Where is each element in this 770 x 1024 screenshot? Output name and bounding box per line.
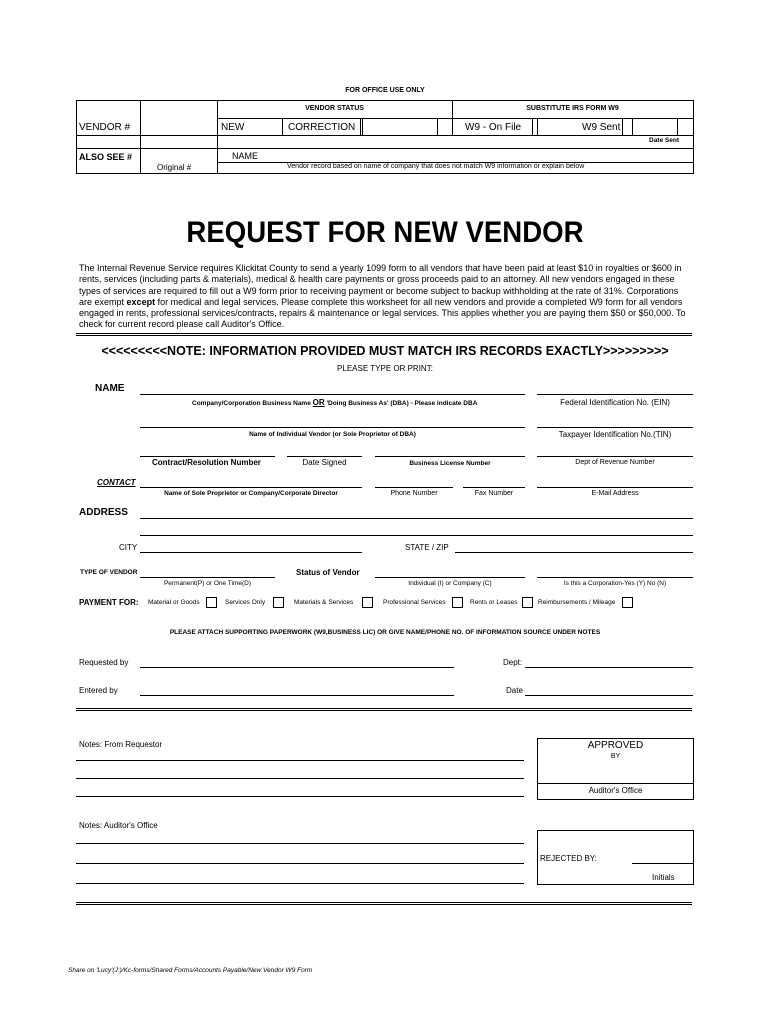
pay-rents-label: Rents or Leases (470, 599, 518, 606)
w9-on-file-label: W9 - On File (465, 122, 522, 133)
page-title: REQUEST FOR NEW VENDOR (186, 216, 584, 249)
business-license-caption: Business License Number (409, 460, 491, 467)
state-zip-label: STATE / ZIP (405, 543, 449, 552)
pay-reimbursement-checkbox[interactable] (622, 597, 633, 608)
irs-note: <<<<<<<<<NOTE: INFORMATION PROVIDED MUST MATCH IRS RECORDS EXACTLY>>>>>>>>> (101, 344, 669, 358)
contact-label: CONTACT (97, 478, 136, 487)
pay-materials-goods-checkbox[interactable] (206, 597, 217, 608)
date-signed-field[interactable] (287, 456, 362, 457)
auditor-notes-line-2[interactable] (76, 863, 524, 864)
rejected-by-label: REJECTED BY: (540, 854, 597, 863)
approved-label: APPROVED (587, 740, 644, 751)
original-number-label: Original # (157, 163, 192, 172)
substitute-form-header: SUBSTITUTE IRS FORM W9 (526, 105, 619, 112)
pay-services-only-checkbox[interactable] (273, 597, 284, 608)
name-label-top: NAME (232, 151, 259, 161)
requested-by-label: Requested by (79, 658, 129, 667)
date-signed-caption: Date Signed (302, 458, 347, 467)
dept-field[interactable] (525, 667, 693, 668)
type-of-vendor-field[interactable] (140, 577, 275, 578)
name-section-label: NAME (95, 383, 125, 394)
approved-by-label: BY (610, 753, 621, 760)
email-caption: E-Mail Address (591, 490, 639, 497)
address-field-2[interactable] (140, 535, 693, 536)
contract-number-caption: Contract/Resolution Number (152, 458, 261, 467)
email-field[interactable] (537, 487, 693, 488)
pay-materials-goods-label: Material or Goods (148, 599, 200, 606)
rejected-box (537, 830, 694, 885)
auditors-office-label: Auditor's Office (588, 786, 643, 795)
dept-revenue-caption: Dept of Revenue Number (575, 459, 655, 466)
pay-rents-checkbox[interactable] (522, 597, 533, 608)
vendor-number-label: VENDOR # (79, 122, 131, 133)
entered-by-label: Entered by (79, 686, 118, 695)
requestor-notes-line-3[interactable] (76, 796, 524, 797)
office-use-table (76, 100, 694, 174)
city-field[interactable] (140, 552, 362, 553)
fein-field[interactable] (537, 394, 693, 395)
pay-reimbursement-label: Reimbursements / Mileage (538, 599, 616, 606)
requestor-notes-line-2[interactable] (76, 778, 524, 779)
vendor-status-header: VENDOR STATUS (305, 105, 364, 112)
company-name-field[interactable] (140, 394, 525, 395)
please-type-label: PLEASE TYPE OR PRINT: (337, 364, 433, 373)
entered-by-field[interactable] (140, 695, 454, 696)
intro-text: The Internal Revenue Service requires Klickitat County to send a yearly 1099 form to all vendors that have been paid at least $10 in royalties or $600 in rents, services (including parts & materials), medical & health care payments or gross proceeds paid to an attorney. All new vendors engaged in these types of services are required to fill out a W9 form prior to receiving payment or become subject to backup withholding at the rate of 31%. Corporations are exempt (79, 263, 682, 307)
attach-note: PLEASE ATTACH SUPPORTING PAPERWORK (W9,BUSINESS LIC) OR GIVE NAME/PHONE NO. OF INFORMATION SOURCE UNDER NOTES (169, 629, 601, 636)
record-note: Vendor record based on name of company that does not match W9 information or explain below (287, 163, 585, 170)
new-label: NEW (221, 122, 245, 133)
perm-caption: Permanent(P) or One Time(D) (163, 580, 252, 587)
intro-except: except (126, 296, 156, 307)
date-label: Date (506, 686, 523, 695)
address-field[interactable] (140, 518, 693, 519)
tin-field[interactable] (537, 427, 693, 428)
pay-services-only-label: Services Only (225, 599, 266, 606)
auditor-notes-line-1[interactable] (76, 843, 524, 844)
notes-requestor-label: Notes: From Requestor (79, 740, 163, 749)
status-of-vendor-label: Status of Vendor (296, 568, 360, 577)
pay-materials-services-checkbox[interactable] (362, 597, 373, 608)
w9-sent-label: W9 Sent (582, 122, 621, 133)
payment-for-label: PAYMENT FOR: (79, 598, 139, 607)
also-see-label: ALSO SEE # (79, 152, 133, 162)
phone-field[interactable] (375, 487, 453, 488)
type-of-vendor-label: TYPE OF VENDOR (80, 569, 138, 576)
auditor-notes-line-3[interactable] (76, 883, 524, 884)
requestor-notes-line-1[interactable] (76, 760, 524, 761)
status-of-vendor-field[interactable] (375, 577, 525, 578)
requested-by-field[interactable] (140, 667, 454, 668)
state-zip-field[interactable] (455, 552, 693, 553)
intro-text-rest: for medical and legal services. Please complete this worksheet for all new vendors and provide a completed W9 form for all vendors engaged in rents, professional services/contracts, repairs & maintenance or legal services. This applies whether you are paying them $50 or $50,000. To check for current record please call Auditor's Office. (79, 296, 686, 330)
is-corp-caption: Is this a Corporation-Yes (Y) No (N) (563, 580, 667, 587)
dept-revenue-field[interactable] (537, 456, 693, 457)
fax-field[interactable] (463, 487, 525, 488)
fein-caption: Federal Identification No. (EIN) (560, 398, 670, 407)
is-corporation-field[interactable] (537, 577, 693, 578)
tin-caption: Taxpayer Identification No.(TIN) (558, 430, 672, 439)
dept-label: Dept: (503, 658, 523, 667)
date-sent-label: Date Sent (649, 137, 679, 144)
intro-paragraph (79, 263, 693, 331)
company-name-caption: Company/Corporation Business Name OR 'Doing Business As' (DBA) - Please indicate DBA (192, 398, 478, 407)
pay-professional-checkbox[interactable] (452, 597, 463, 608)
initials-label: Initials (652, 873, 675, 882)
correction-label: CORRECTION (288, 122, 356, 133)
pay-materials-services-label: Materials & Services (294, 599, 354, 606)
notes-auditor-label: Notes: Auditor's Office (79, 821, 158, 830)
footer-path: Share on 'Lucy'(J:)/Kc-forms/Shared Forms/Accounts Payable/New Vendor W9 Form (68, 967, 313, 974)
office-use-label: FOR OFFICE USE ONLY (345, 87, 425, 94)
pay-professional-label: Professional Services (383, 599, 446, 606)
individual-name-caption: Name of Individual Vendor (or Sole Proprietor of DBA) (249, 431, 416, 438)
date-field[interactable] (525, 695, 693, 696)
sole-prop-field[interactable] (140, 487, 362, 488)
contract-number-field[interactable] (140, 456, 275, 457)
address-label: ADDRESS (79, 507, 128, 518)
phone-caption: Phone Number (390, 490, 438, 497)
approved-box (537, 738, 694, 800)
fax-caption: Fax Number (474, 490, 514, 497)
city-label: CITY (119, 543, 138, 552)
business-license-field[interactable] (375, 456, 525, 457)
sole-prop-caption: Name of Sole Proprietor or Company/Corporate Director (164, 490, 338, 497)
individual-name-field[interactable] (140, 427, 525, 428)
indiv-company-caption: Individual (I) or Company (C) (408, 580, 492, 587)
